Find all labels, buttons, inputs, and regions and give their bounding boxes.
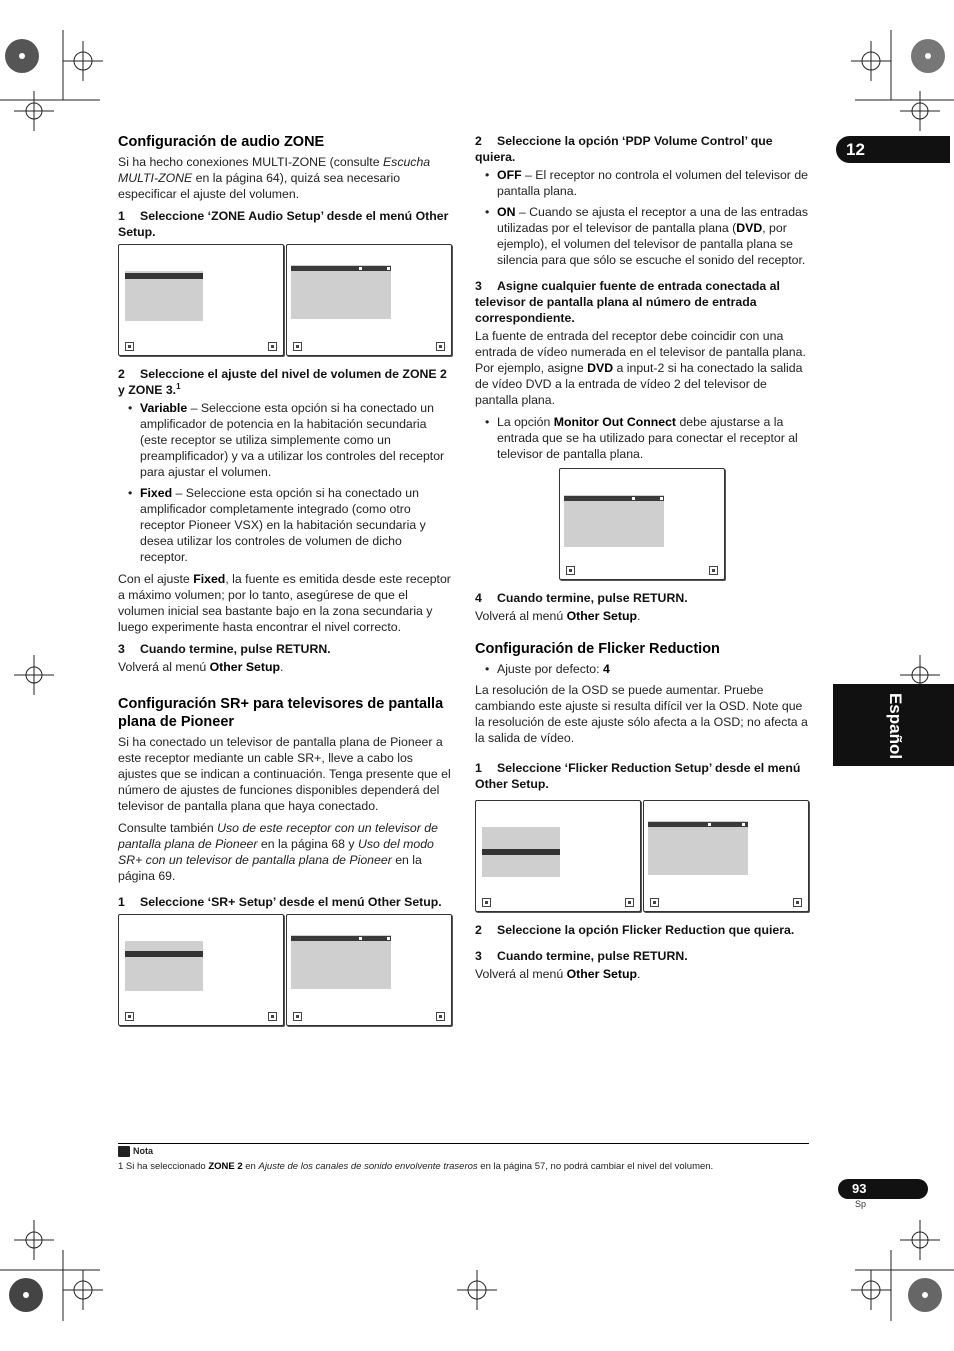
flicker-step-2: 2 Seleccione la opción Flicker Reduction que quiera. <box>475 923 795 937</box>
osd-right-icon <box>436 1012 445 1021</box>
sr-intro: Si ha conectado un televisor de pantalla plana de Pioneer a este receptor mediante un cable SR+, lleve a cabo los ajustes que se indican a continuación. Tenga presente que el número de ajustes de funciones disponibles dependerá del televisor de pantalla plana que haya conectado. <box>118 735 451 813</box>
pdp-step-3-text: La fuente de entrada del receptor debe coincidir con una entrada de vídeo numerada en el televisor de pantalla plana. Por ejemplo, asigne DVD a input-2 si ha conectado la salida de vídeo DVD a la entrada de vídeo 2 del televisor de pantalla plana. <box>475 329 806 407</box>
zone-options-list <box>118 400 452 565</box>
note-heading: Nota <box>118 1146 153 1157</box>
flicker-default: • Ajuste por defecto: 4 <box>475 661 809 677</box>
pdp-screens <box>559 468 809 580</box>
osd-left-icon <box>293 342 302 351</box>
flicker-heading: Configuración de Flicker Reduction <box>475 641 720 657</box>
flicker-return: Volverá al menú Other Setup. <box>475 967 641 981</box>
zone-intro: Si ha hecho conexiones MULTI-ZONE (consulte Escucha MULTI-ZONE en la página 64), quizá sea necesario especificar el ajuste del volumen. <box>118 155 431 201</box>
osd-screen-setting <box>286 914 452 1026</box>
osd-left-icon <box>650 898 659 907</box>
zone-return: Volverá al menú Other Setup. <box>118 660 284 674</box>
zone-step-1: 1 Seleccione ‘ZONE Audio Setup’ desde el menú Other Setup. <box>118 209 449 239</box>
pdp-return: Volverá al menú Other Setup. <box>475 609 641 623</box>
osd-screen-setting <box>559 468 725 580</box>
flicker-step-3: 3 Cuando termine, pulse RETURN. <box>475 949 688 963</box>
pdp-step-3: 3 Asigne cualquier fuente de entrada conectada al televisor de pantalla plana al número de entrada correspondiente. <box>475 279 780 325</box>
osd-right-icon <box>709 566 718 575</box>
option-off: • OFF – El receptor no controla el volumen del televisor de pantalla plana. <box>475 167 809 199</box>
zone-step-3: 3 Cuando termine, pulse RETURN. <box>118 642 331 656</box>
osd-right-icon <box>625 898 634 907</box>
osd-screen-menu <box>118 244 284 356</box>
monitor-list <box>475 414 809 462</box>
note-icon <box>118 1146 130 1157</box>
osd-left-icon <box>125 342 134 351</box>
fixed-note: Con el ajuste Fixed, la fuente es emitida desde este receptor a máximo volumen; por lo tanto, asegúrese de que el volumen inicial sea bastante bajo en la zona secundaria y luego experimente hasta encontrar el nivel correcto. <box>118 572 451 634</box>
option-variable: • Variable – Seleccione esta opción si ha conectado un amplificador de potencia en la habitación secundaria (este receptor se utiliza simplemente como un preamplificador) y va a utilizar los controles del receptor para ajustar el volumen. <box>118 400 452 480</box>
osd-screen-setting <box>643 800 809 912</box>
flicker-screens <box>475 800 809 912</box>
pdp-options-list <box>475 167 809 268</box>
option-on: • ON – Cuando se ajusta el receptor a una de las entradas utilizadas por el televisor de pantalla plana (DVD, por ejemplo), el volumen del televisor de pantalla plana se silencia para que sólo se escuche el sonido del receptor. <box>475 204 809 268</box>
language-tab <box>833 684 954 766</box>
osd-left-icon <box>482 898 491 907</box>
pdp-step-4: 4 Cuando termine, pulse RETURN. <box>475 591 688 605</box>
footnote-text: 1 Si ha seleccionado ZONE 2 en Ajuste de los canales de sonido envolvente traseros en la página 57, no podrá cambiar el nivel del volumen. <box>118 1161 714 1172</box>
zone-screens <box>118 244 452 356</box>
right-column <box>475 133 809 988</box>
osd-right-icon <box>268 342 277 351</box>
osd-screen-setting <box>286 244 452 356</box>
sr-screens <box>118 914 452 1026</box>
osd-screen-menu <box>475 800 641 912</box>
page-language-code: Sp <box>855 1199 867 1209</box>
flicker-default-list <box>475 661 809 677</box>
note-divider <box>118 1143 809 1144</box>
osd-left-icon <box>293 1012 302 1021</box>
osd-right-icon <box>436 342 445 351</box>
chapter-tab: 12 <box>836 136 950 163</box>
zone-audio-heading: Configuración de audio ZONE <box>118 134 325 150</box>
osd-left-icon <box>566 566 575 575</box>
sr-heading: Configuración SR+ para televisores de pantalla plana de Pioneer <box>118 696 444 730</box>
osd-right-icon <box>793 898 802 907</box>
left-column <box>118 133 452 1036</box>
osd-screen-menu <box>118 914 284 1026</box>
pdp-step-2: 2 Seleccione la opción ‘PDP Volume Control’ que quiera. <box>475 134 773 164</box>
page-number: 93 <box>838 1179 928 1199</box>
language-label: Español <box>886 692 905 760</box>
flicker-intro: La resolución de la OSD se puede aumentar. Pruebe cambiando este ajuste si resulta difícil ver la OSD. Note que la resolución de este ajuste sólo afecta a la OSD; no afecta a la salida de vídeo. <box>475 683 808 745</box>
sr-step-1: 1 Seleccione ‘SR+ Setup’ desde el menú Other Setup. <box>118 895 442 909</box>
zone-step-2: 2 Seleccione el ajuste del nivel de volumen de ZONE 2 y ZONE 3.$^1$ <box>118 367 447 397</box>
option-fixed: • Fixed – Seleccione esta opción si ha conectado un amplificador completamente integrado (como otro receptor Pioneer VSX) en la habitación secundaria y desea utilizar los controles de volumen de dicho receptor. <box>118 485 452 565</box>
osd-left-icon <box>125 1012 134 1021</box>
sr-references: Consulte también Uso de este receptor con un televisor de pantalla plana de Pioneer en la página 68 y Uso del modo SR+ con un televisor de pantalla plana de Pioneer en la página 69. <box>118 821 438 883</box>
osd-right-icon <box>268 1012 277 1021</box>
flicker-step-1: 1 Seleccione ‘Flicker Reduction Setup’ desde el menú Other Setup. <box>475 761 801 791</box>
monitor-out-note: • La opción Monitor Out Connect debe ajustarse a la entrada que se ha utilizado para conectar el receptor al televisor de pantalla plana. <box>475 414 809 462</box>
